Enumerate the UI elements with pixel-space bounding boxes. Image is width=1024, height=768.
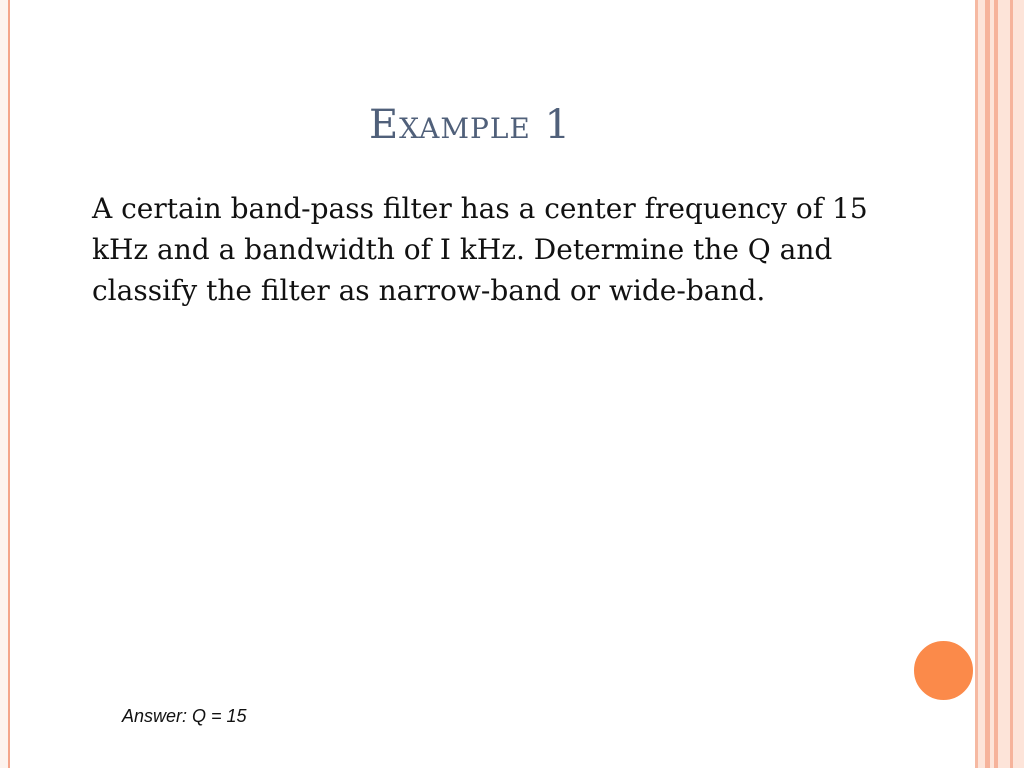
decorative-circle-icon [912,639,975,702]
decorative-stripe [978,0,985,768]
slide-title: Example 1 [368,102,572,148]
answer-note: Answer: Q = 15 [122,706,247,726]
problem-statement: A certain band-pass filter has a center frequency of 15 kHz and a bandwidth of I kHz. Determine the Q and classify the filter as narrow-band or wide-band. [92,192,868,307]
decorative-stripe [998,0,1010,768]
decorative-stripe [1013,0,1024,768]
